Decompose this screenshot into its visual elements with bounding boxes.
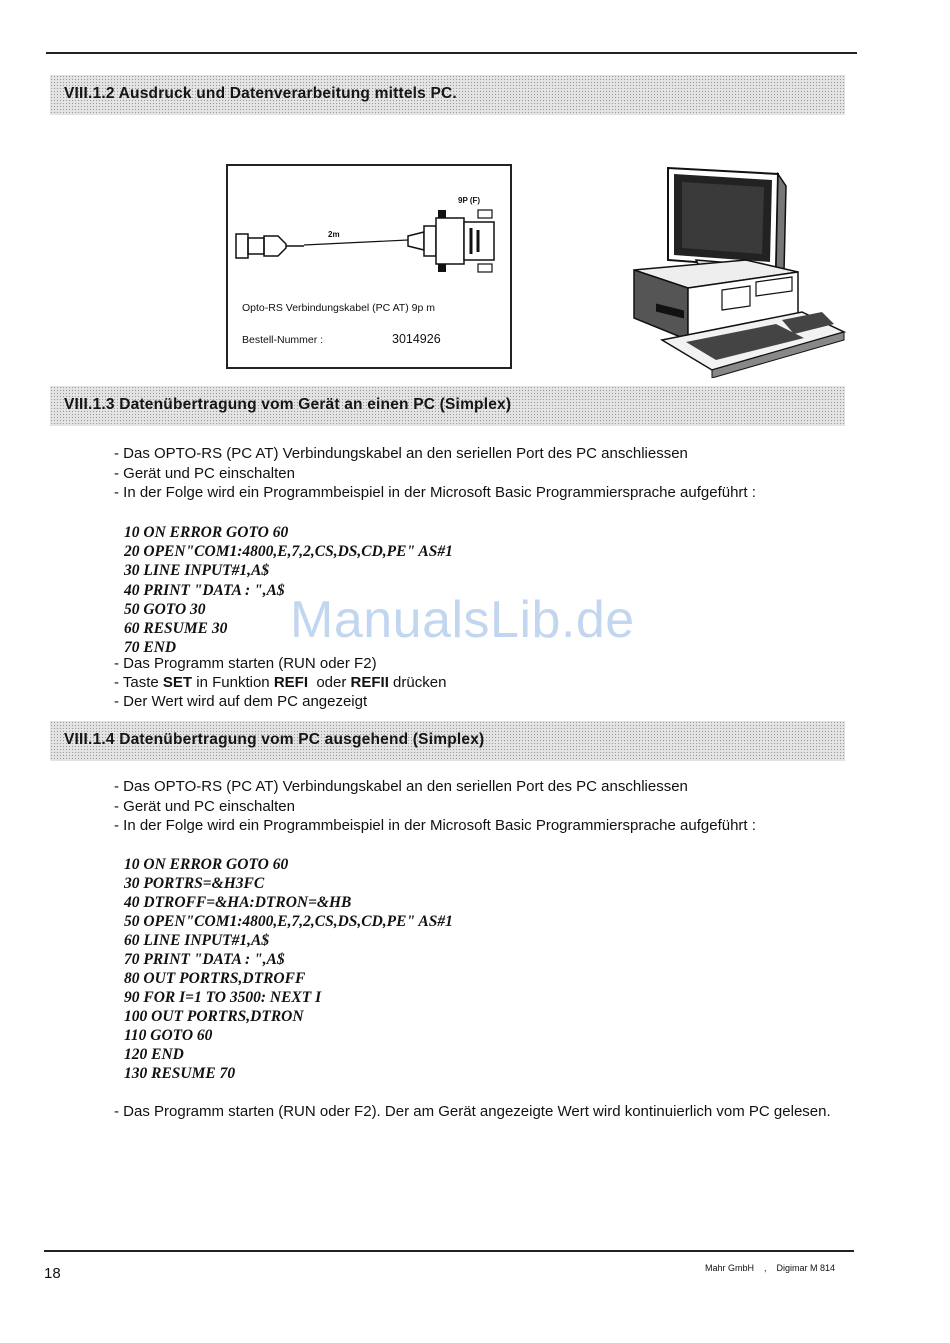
code-line: 110 GOTO 60 [124,1027,213,1044]
instruction-item: - Gerät und PC einschalten [114,464,295,482]
code-line: 60 LINE INPUT#1,A$ [124,932,270,949]
instruction-list [114,777,756,836]
footer-company-product: Mahr GmbH , Digimar M 814 [705,1263,836,1273]
order-number-value: 3014926 [392,332,441,346]
section-heading-bar [50,75,845,115]
order-number-label: Bestell-Nummer : [242,334,324,346]
step-item: - Taste SET in Funktion REFI oder REFII drücken [114,674,447,691]
watermark: ManualsLib.de [290,591,635,649]
code-line: 50 GOTO 30 [124,600,206,618]
instruction-list [114,444,756,503]
cable-figure [226,164,512,369]
basic-code-listing [124,855,453,1083]
bottom-rule [44,1250,854,1252]
instruction-item: - Das OPTO-RS (PC AT) Verbindungskabel an den seriellen Port des PC anschliessen [114,445,688,462]
code-line: 40 DTROFF=&HA:DTRON=&HB [124,894,352,911]
step-item: - Der Wert wird auf dem PC angezeigt [114,693,368,710]
instruction-item: - Das OPTO-RS (PC AT) Verbindungskabel an den seriellen Port des PC anschliessen [114,778,688,795]
code-line: 120 END [124,1046,184,1063]
instruction-item: - In der Folge wird ein Programmbeispiel in der Microsoft Basic Programmiersprache aufgeführt : [114,484,756,501]
code-line: 30 LINE INPUT#1,A$ [124,562,270,580]
section-heading-bar [50,386,845,426]
code-line: 10 ON ERROR GOTO 60 [124,524,289,541]
code-line: 70 PRINT "DATA : ",A$ [124,951,285,968]
section-title: VIII.1.2 Ausdruck und Datenverarbeitung mittels PC. [64,85,457,102]
refi-function-label: REFI [273,674,308,691]
code-line: 40 PRINT "DATA : ",A$ [124,581,285,599]
connector-pin-label: 9P (F) [458,196,481,205]
code-line: 70 END [124,639,177,657]
set-key-label: SET [162,674,193,691]
step-list [114,654,446,711]
code-line: 20 OPEN"COM1:4800,E,7,2,CS,DS,CD,PE" AS#1 [124,543,453,561]
opto-rs-cable-drawing [228,166,510,286]
code-line: 50 OPEN"COM1:4800,E,7,2,CS,DS,CD,PE" AS#1 [124,913,453,930]
code-line: 80 OUT PORTRS,DTROFF [124,970,306,987]
final-instruction: - Das Programm starten (RUN oder F2). Der am Gerät angezeigte Wert wird kontinuierlich vom PC gelesen. [114,1103,831,1120]
section-title: VIII.1.3 Datenübertragung vom Gerät an einen PC (Simplex) [64,396,512,413]
personal-computer-illustration [626,160,848,378]
code-line: 100 OUT PORTRS,DTRON [124,1008,304,1025]
instruction-item: - In der Folge wird ein Programmbeispiel in der Microsoft Basic Programmiersprache aufgeführt : [114,817,756,834]
section-title: VIII.1.4 Datenübertragung vom PC ausgehend (Simplex) [64,731,485,748]
cable-length-label: 2m [328,230,340,239]
instruction-item: - Gerät und PC einschalten [114,797,295,815]
section-heading-bar [50,721,845,761]
page-number: 18 [44,1265,61,1282]
refii-function-label: REFII [350,674,389,691]
code-line: 30 PORTRS=&H3FC [124,875,265,892]
top-rule [46,52,857,54]
step-item: - Das Programm starten (RUN oder F2) [114,655,377,672]
code-line: 60 RESUME 30 [124,620,228,638]
code-line: 130 RESUME 70 [124,1065,236,1082]
cable-caption: Opto-RS Verbindungskabel (PC AT) 9p m [242,302,435,314]
code-line: 90 FOR I=1 TO 3500: NEXT I [124,989,322,1006]
code-line: 10 ON ERROR GOTO 60 [124,856,289,873]
